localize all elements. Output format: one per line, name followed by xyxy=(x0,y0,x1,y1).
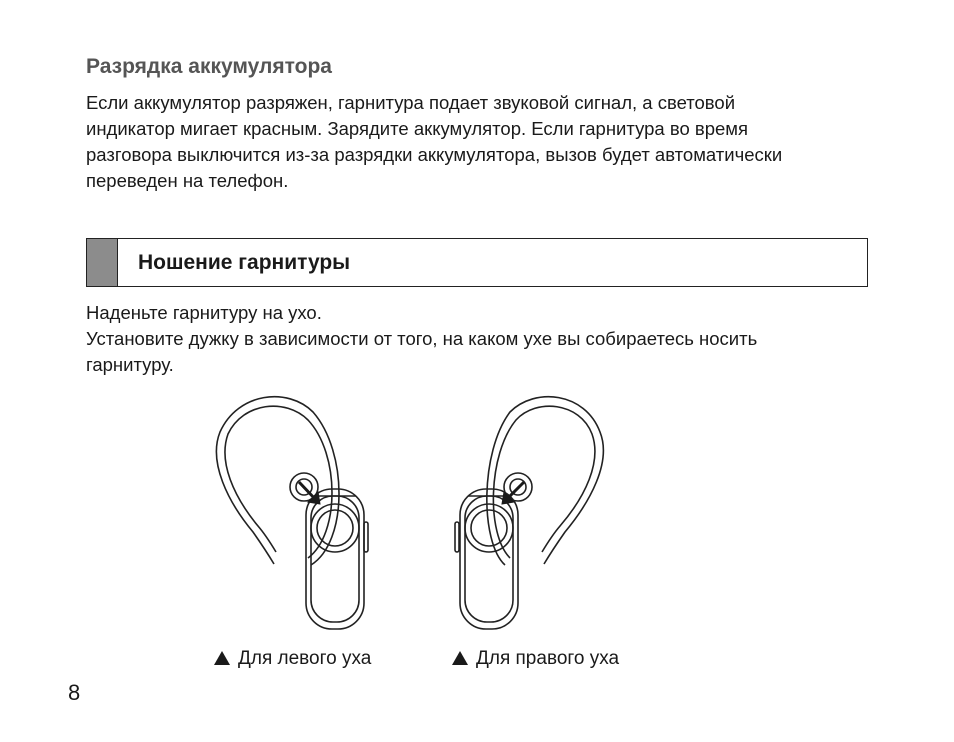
headset-left-ear-illustration xyxy=(198,392,398,642)
wearing-paragraph xyxy=(86,300,886,378)
battery-heading: Разрядка аккумулятора xyxy=(86,55,332,78)
title-accent-bar xyxy=(87,239,118,286)
headset-right-ear-illustration xyxy=(440,392,640,642)
caption-right-ear xyxy=(452,648,619,670)
battery-line: переведен на телефон. xyxy=(86,170,289,191)
side-button xyxy=(364,522,368,552)
ear-hook-inner xyxy=(493,406,595,558)
wearing-title: Ношение гарнитуры xyxy=(138,250,351,274)
ear-hook-inner xyxy=(225,406,332,558)
wearing-title-box xyxy=(86,238,868,287)
caption-left-ear xyxy=(214,648,371,670)
headset-body-inner xyxy=(465,496,513,622)
battery-line: разговора выключится из-за разрядки аккумулятора, вызов будет автоматически xyxy=(86,144,783,165)
triangle-icon xyxy=(452,651,468,665)
wearing-line: гарнитуру. xyxy=(86,354,174,375)
side-button xyxy=(455,522,459,552)
caption-right-text: Для правого уха xyxy=(476,648,620,669)
wearing-line: Установите дужку в зависимости от того, на каком ухе вы собираетесь носить xyxy=(86,328,758,349)
triangle-icon xyxy=(214,651,230,665)
caption-left-text: Для левого уха xyxy=(238,648,372,669)
page-number: 8 xyxy=(68,680,81,705)
wearing-line: Наденьте гарнитуру на ухо. xyxy=(86,302,322,323)
battery-line: Если аккумулятор разряжен, гарнитура подает звуковой сигнал, а световой xyxy=(86,92,736,113)
battery-line: индикатор мигает красным. Зарядите аккумулятор. Если гарнитура во время xyxy=(86,118,749,139)
battery-paragraph xyxy=(86,90,886,194)
